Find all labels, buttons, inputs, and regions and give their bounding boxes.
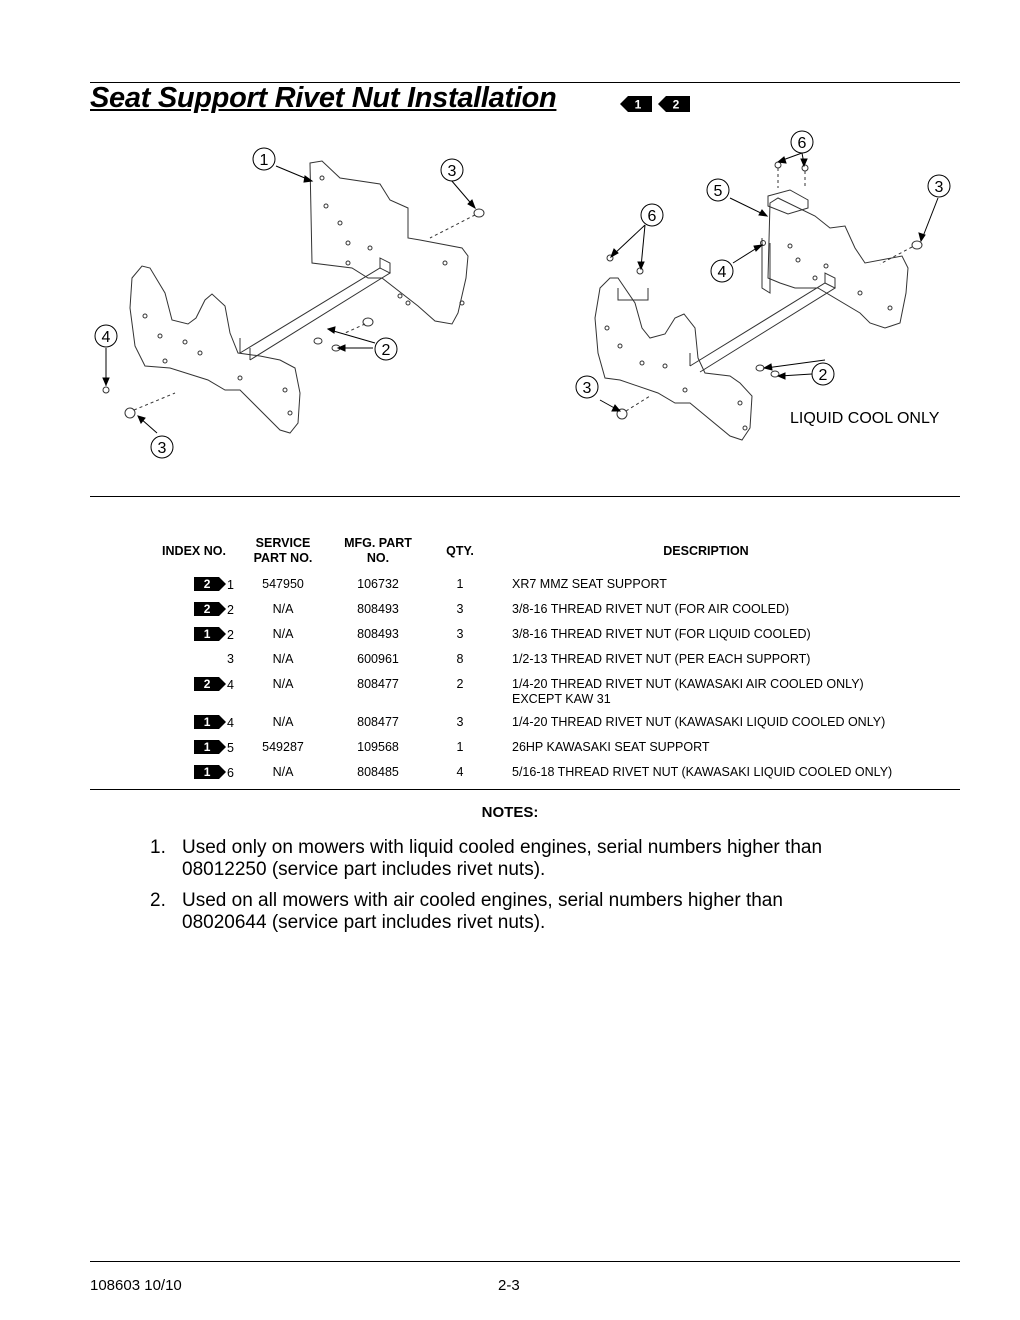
cell-qty: 3 (456, 715, 464, 729)
section-rule-1 (90, 496, 960, 497)
cell-description: 5/16-18 THREAD RIVET NUT (KAWASAKI LIQUID COOLED ONLY) (512, 765, 893, 779)
cell-index: 2 4 (150, 674, 238, 712)
note-ref-badge: 2 (194, 577, 226, 591)
exploded-view-illustration (90, 128, 960, 468)
table-row (150, 649, 920, 674)
callout-6-right-top: 6 (797, 135, 807, 152)
cell-index: 1 5 (150, 737, 238, 762)
cell-index: 1 2 (150, 624, 238, 649)
callout-4-left: 4 (101, 329, 111, 346)
parts-table-header (150, 536, 920, 574)
cell-service-part: 547950 (262, 577, 304, 591)
title-badges (620, 95, 690, 118)
cell-qty: 2 (456, 677, 464, 691)
callout-5-right: 5 (713, 183, 723, 200)
callout-2-left: 2 (381, 342, 391, 359)
cell-mfg-part: 600961 (357, 652, 399, 666)
cell-index: 2 1 (150, 574, 238, 599)
cell-index: 1 4 (150, 712, 238, 737)
cell-qty: 4 (456, 765, 464, 779)
footer-rule (90, 1261, 960, 1262)
note-item: 1. Used only on mowers with liquid cooled engines, serial numbers higher than 08012250 (service part includes rivet nuts). (150, 837, 823, 880)
cell-description: 3/8-16 THREAD RIVET NUT (FOR LIQUID COOLED) (512, 627, 811, 641)
cell-service-part: N/A (272, 627, 294, 641)
cell-service-part: N/A (272, 715, 294, 729)
note-ref-badge: 2 (194, 602, 226, 616)
cell-service-part: N/A (272, 765, 294, 779)
cell-description: 26HP KAWASAKI SEAT SUPPORT (512, 740, 710, 754)
note-ref-badge: 1 (194, 627, 226, 641)
table-row (150, 624, 920, 649)
callout-6-right-left: 6 (647, 208, 657, 225)
table-row (150, 762, 920, 787)
cell-qty: 8 (456, 652, 464, 666)
callout-3-left-top: 3 (447, 163, 457, 180)
page-title: Seat Support Rivet Nut Installation (90, 82, 557, 114)
page-number: 2-3 (498, 1277, 520, 1294)
cell-index: 1 6 (150, 762, 238, 787)
figure-caption: LIQUID COOL ONLY (790, 410, 940, 427)
header-description: DESCRIPTION (663, 543, 749, 558)
header-service: SERVICE PART NO. (253, 536, 313, 565)
notes-list (150, 837, 870, 943)
table-row (150, 599, 920, 624)
cell-index: 2 2 (150, 599, 238, 624)
cell-mfg-part: 808485 (357, 765, 399, 779)
header-index: INDEX NO. (162, 543, 226, 558)
cell-description: 3/8-16 THREAD RIVET NUT (FOR AIR COOLED) (512, 602, 790, 616)
cell-mfg-part: 808493 (357, 627, 399, 641)
cell-service-part: 549287 (262, 740, 304, 754)
cell-description: 1/4-20 THREAD RIVET NUT (KAWASAKI LIQUID COOLED ONLY) (512, 715, 886, 729)
cell-service-part: N/A (272, 602, 294, 616)
cell-description: 1/4-20 THREAD RIVET NUT (KAWASAKI AIR COOLED ONLY) EXCEPT KAW 31 (512, 677, 864, 706)
note-ref-badge: 2 (194, 677, 226, 691)
document-number: 108603 10/10 (90, 1277, 182, 1294)
note-ref-badge: 1 (194, 715, 226, 729)
notes-heading: NOTES: (481, 804, 539, 821)
title-badge-2: 2 (672, 97, 680, 112)
callout-1-left: 1 (259, 152, 269, 169)
callout-2-right: 2 (818, 367, 828, 384)
cell-mfg-part: 106732 (357, 577, 399, 591)
cell-description: 1/2-13 THREAD RIVET NUT (PER EACH SUPPORT) (512, 652, 811, 666)
note-ref-badge: 1 (194, 765, 226, 779)
table-row (150, 737, 920, 762)
parts-table (150, 536, 920, 787)
header-qty: QTY. (446, 543, 474, 558)
cell-mfg-part: 808493 (357, 602, 399, 616)
cell-qty: 1 (456, 577, 464, 591)
table-row (150, 574, 920, 599)
cell-qty: 3 (456, 627, 464, 641)
callout-3-right-bottom: 3 (582, 380, 592, 397)
note-ref-badge: 1 (194, 740, 226, 754)
cell-mfg-part: 808477 (357, 715, 399, 729)
cell-qty: 1 (456, 740, 464, 754)
cell-index: 3 (227, 652, 234, 666)
header-mfg: MFG. PART NO. (344, 536, 412, 565)
cell-service-part: N/A (272, 652, 294, 666)
callout-3-right-top: 3 (934, 179, 944, 196)
cell-service-part: N/A (272, 677, 294, 691)
title-badge-1: 1 (634, 97, 642, 112)
table-row (150, 674, 920, 712)
cell-mfg-part: 808477 (357, 677, 399, 691)
cell-mfg-part: 109568 (357, 740, 399, 754)
cell-qty: 3 (456, 602, 464, 616)
table-row (150, 712, 920, 737)
callout-3-left-bottom: 3 (157, 440, 167, 457)
cell-description: XR7 MMZ SEAT SUPPORT (512, 577, 667, 591)
note-item: 2. Used on all mowers with air cooled engines, serial numbers higher than 08020644 (service part includes rivet nuts). (150, 890, 783, 933)
callout-4-right: 4 (717, 264, 727, 281)
section-rule-2 (90, 789, 960, 790)
